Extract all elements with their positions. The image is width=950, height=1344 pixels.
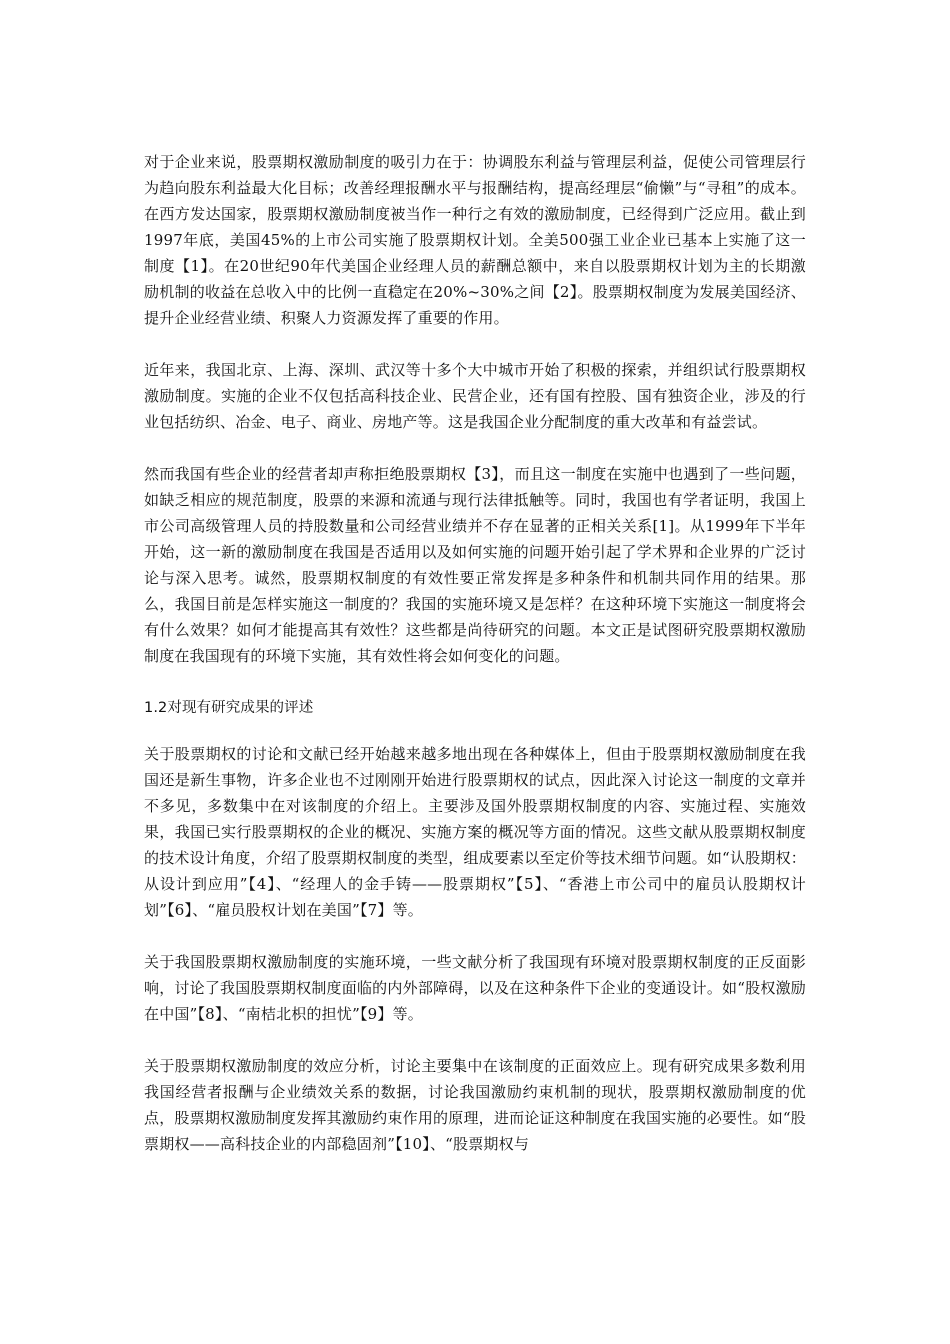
paragraph-domestic-trials: 近年来，我国北京、上海、深圳、武汉等十多个大中城市开始了积极的探索，并组织试行股票期权激励制度。实施的企业不仅包括高科技企业、民营企业，还有国有控股、国有独资企业，涉及的行业包括纺织、冶金、电子、商业、房地产等。这是我国企业分配制度的重大改革和有益尝试。 [144, 361, 806, 431]
paragraph-incentive-appeal: 对于企业来说，股票期权激励制度的吸引力在于：协调股东利益与管理层利益，促使公司管理层行为趋向股东利益最大化目标；改善经理报酬水平与报酬结构，提高经理层“偷懒”与“寻租”的成本。在西方发达国家，股票期权激励制度被当作一种行之有效的激励制度，已经得到广泛应用。截止到1997年底，美国45%的上市公司实施了股票期权计划。全美500强工业企业已基本上实施了这一制度【1】。在20世纪90年代美国企业经理人员的薪酬总额中，来自以股票期权计划为主的长期激励机制的收益在总收入中的比例一直稳定在20%~30%之间【2】。股票期权制度为发展美国经济、提升企业经营业绩、积聚人力资源发挥了重要的作用。 [144, 153, 806, 327]
paragraph-problems-and-questions: 然而我国有些企业的经营者却声称拒绝股票期权【3】，而且这一制度在实施中也遇到了一些问题，如缺乏相应的规范制度，股票的来源和流通与现行法律抵触等。同时，我国也有学者证明，我国上市公司高级管理人员的持股数量和公司经营业绩并不存在显著的正相关关系[1]。从1999年下半年开始，这一新的激励制度在我国是否适用以及如何实施的问题开始引起了学术界和企业界的广泛讨论与深入思考。诚然，股票期权制度的有效性要正常发挥是多种条件和机制共同作用的结果。那么，我国目前是怎样实施这一制度的？我国的实施环境又是怎样？在这种环境下实施这一制度将会有什么效果？如何才能提高其有效性？这些都是尚待研究的问题。本文正是试图研究股票期权激励制度在我国现有的环境下实施，其有效性将会如何变化的问题。 [144, 465, 806, 665]
paragraph-effect-analysis: 关于股票期权激励制度的效应分析，讨论主要集中在该制度的正面效应上。现有研究成果多数利用我国经营者报酬与企业绩效关系的数据，讨论我国激励约束机制的现状，股票期权激励制度的优点，股票期权激励制度发挥其激励约束作用的原理，进而论证这种制度在我国实施的必要性。如“股票期权——高科技企业的内部稳固剂”【10】、“股票期权与 [144, 1057, 806, 1153]
document-body [144, 149, 806, 1183]
paragraph-literature-overview: 关于股票期权的讨论和文献已经开始越来越多地出现在各种媒体上，但由于股票期权激励制度在我国还是新生事物，许多企业也不过刚刚开始进行股票期权的试点，因此深入讨论这一制度的文章并不多见，多数集中在对该制度的介绍上。主要涉及国外股票期权制度的内容、实施过程、实施效果，我国已实行股票期权的企业的概况、实施方案的概况等方面的情况。这些文献从股票期权制度的技术设计角度，介绍了股票期权制度的类型，组成要素以至定价等技术细节问题。如“认股期权：从设计到应用”【4】、“经理人的金手铸——股票期权”【5】、“香港上市公司中的雇员认股期权计划”【6】、“雇员股权计划在美国”【7】等。 [144, 745, 806, 919]
paragraph-implementation-environment: 关于我国股票期权激励制度的实施环境，一些文献分析了我国现有环境对股票期权制度的正反面影响，讨论了我国股票期权制度面临的内外部障碍，以及在这种条件下企业的变通设计。如“股权激励在中国”【8】、“南桔北枳的担忧”【9】等。 [144, 953, 806, 1023]
section-heading: 1.2对现有研究成果的评述 [144, 700, 314, 716]
